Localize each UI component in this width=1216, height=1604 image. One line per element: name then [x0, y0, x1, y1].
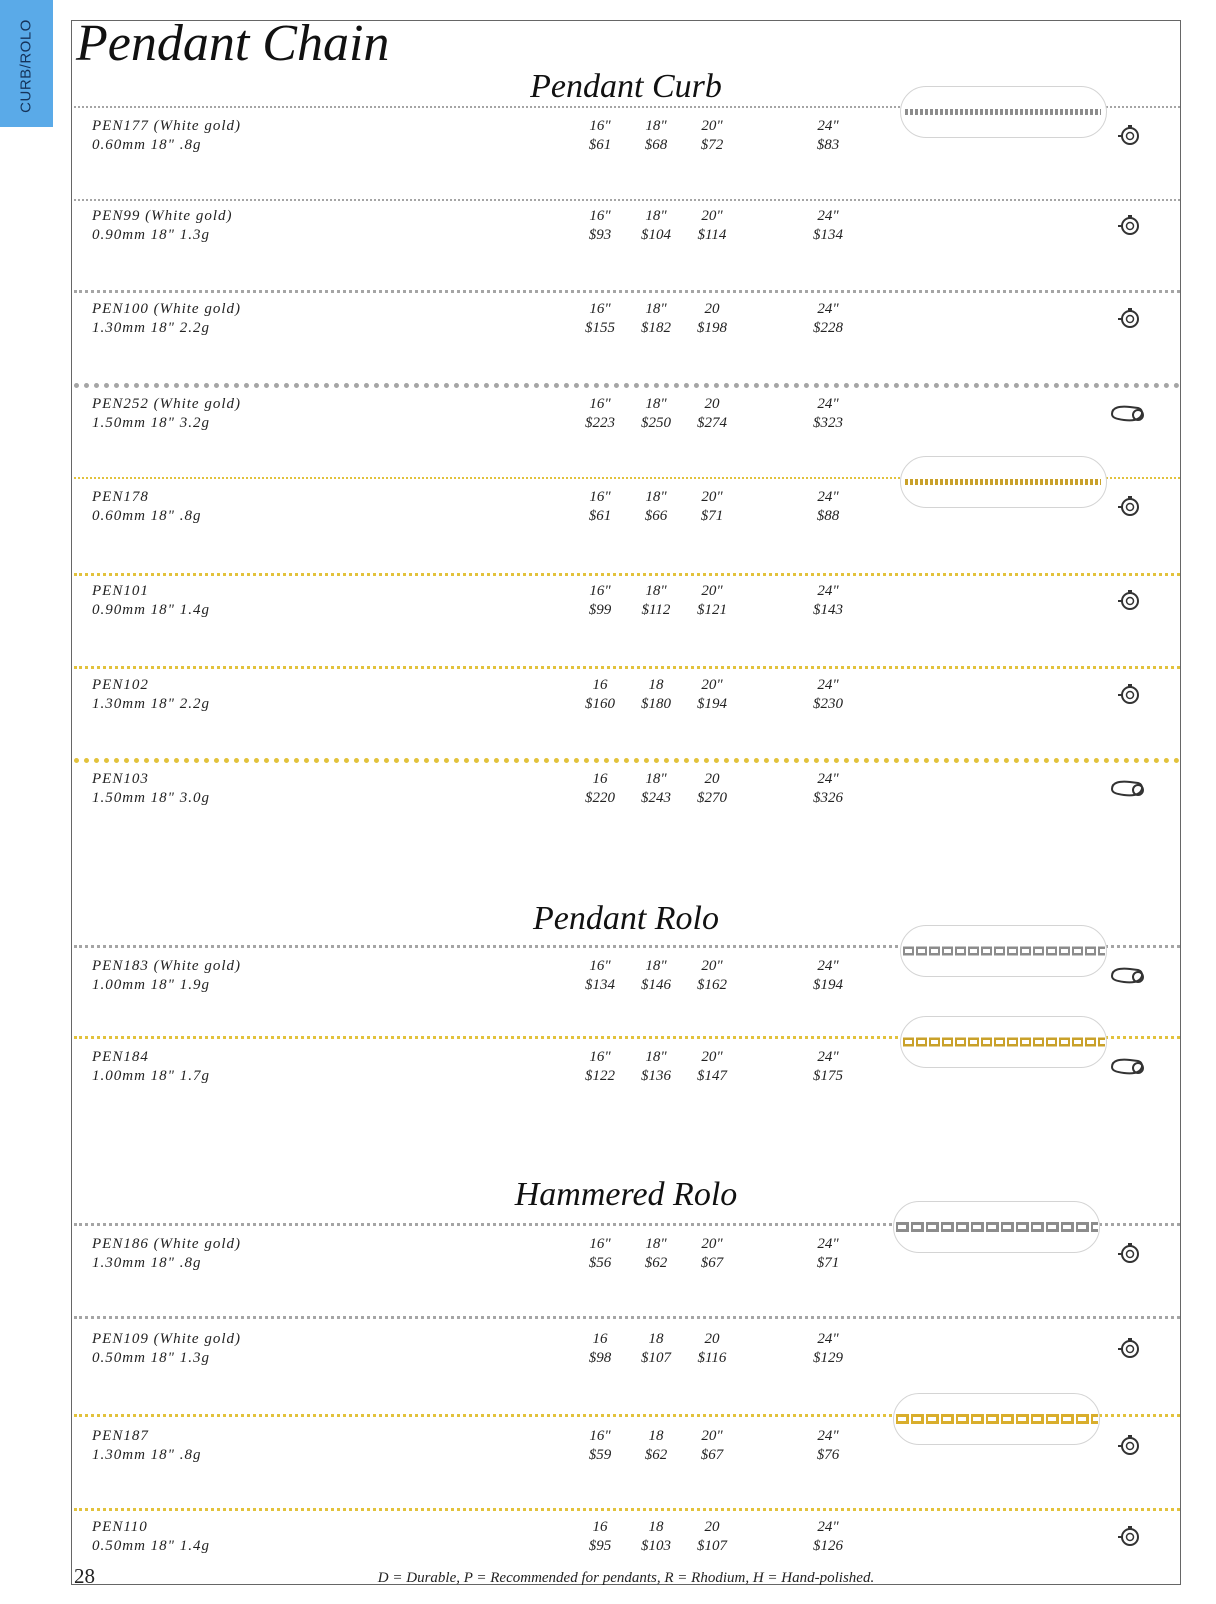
- price-24: $228: [813, 320, 843, 336]
- length-24: 24": [817, 583, 839, 599]
- spring-ring-clasp-icon: [1115, 1335, 1145, 1361]
- product-spec: 1.50mm 18" 3.0g: [92, 790, 210, 806]
- length-18: 18": [645, 958, 667, 974]
- product-row-pen177: [0, 118, 1216, 178]
- length-24: 24": [817, 301, 839, 317]
- price-24: $175: [813, 1068, 843, 1084]
- chain-sample-line: [74, 199, 1180, 201]
- product-spec: 1.30mm 18" 2.2g: [92, 320, 210, 336]
- product-row-pen102: [0, 677, 1216, 737]
- price-16: $223: [585, 415, 615, 431]
- length-16: 16: [592, 677, 608, 693]
- length-16: 16": [589, 118, 611, 134]
- length-16: 16": [589, 1428, 611, 1444]
- product-code: PEN186 (White gold): [92, 1236, 241, 1252]
- length-20: 20": [701, 118, 723, 134]
- length-24: 24": [817, 1519, 839, 1535]
- chain-sample-line: [74, 1508, 1180, 1511]
- price-16: $93: [588, 227, 612, 243]
- page-number: 28: [74, 1564, 95, 1588]
- product-row-pen183: [0, 958, 1216, 1018]
- length-16: 16": [589, 301, 611, 317]
- price-18: $182: [641, 320, 671, 336]
- product-code: PEN103: [92, 771, 149, 787]
- product-spec: 1.00mm 18" 1.7g: [92, 1068, 210, 1084]
- product-code: PEN178: [92, 489, 149, 505]
- chain-sample-line: [74, 290, 1180, 293]
- price-24: $143: [813, 602, 843, 618]
- length-16: 16": [589, 583, 611, 599]
- product-code: PEN184: [92, 1049, 149, 1065]
- price-24: $326: [813, 790, 843, 806]
- length-20: 20: [704, 301, 720, 317]
- spring-ring-clasp-icon: [1115, 1432, 1145, 1458]
- product-code: PEN101: [92, 583, 149, 599]
- price-16: $99: [588, 602, 612, 618]
- price-24: $71: [816, 1255, 840, 1271]
- price-18: $243: [641, 790, 671, 806]
- price-16: $134: [585, 977, 615, 993]
- price-24: $323: [813, 415, 843, 431]
- length-20: 20": [701, 208, 723, 224]
- length-18: 18": [645, 118, 667, 134]
- price-20: $270: [697, 790, 727, 806]
- price-24: $88: [816, 508, 840, 524]
- price-18: $104: [641, 227, 671, 243]
- price-20: $162: [697, 977, 727, 993]
- price-20: $147: [697, 1068, 727, 1084]
- price-20: $194: [697, 696, 727, 712]
- length-20: 20": [701, 677, 723, 693]
- spring-ring-clasp-icon: [1115, 587, 1145, 613]
- price-16: $59: [588, 1447, 612, 1463]
- length-24: 24": [817, 118, 839, 134]
- footnote: D = Durable, P = Recommended for pendants, R = Rhodium, H = Hand-polished.: [377, 1570, 875, 1586]
- length-20: 20": [701, 583, 723, 599]
- price-20: $71: [700, 508, 724, 524]
- length-18: 18": [645, 1049, 667, 1065]
- length-16: 16": [589, 208, 611, 224]
- length-16: 16": [589, 958, 611, 974]
- product-spec: 0.90mm 18" 1.3g: [92, 227, 210, 243]
- length-20: 20: [704, 771, 720, 787]
- product-row-pen109: [0, 1331, 1216, 1391]
- product-code: PEN183 (White gold): [92, 958, 241, 974]
- price-20: $116: [697, 1350, 727, 1366]
- price-18: $62: [644, 1447, 668, 1463]
- section-title-hammered-rolo: Hammered Rolo: [514, 1176, 738, 1213]
- price-24: $194: [813, 977, 843, 993]
- chain-sample-line: [74, 1316, 1180, 1319]
- section-title-pendant-rolo: Pendant Rolo: [532, 900, 720, 937]
- price-18: $136: [641, 1068, 671, 1084]
- price-16: $56: [588, 1255, 612, 1271]
- chain-sample-line: [74, 383, 1180, 388]
- spring-ring-clasp-icon: [1115, 1240, 1145, 1266]
- price-16: $98: [588, 1350, 612, 1366]
- price-18: $180: [641, 696, 671, 712]
- length-16: 16: [592, 771, 608, 787]
- product-code: PEN99 (White gold): [92, 208, 233, 224]
- product-spec: 1.00mm 18" 1.9g: [92, 977, 210, 993]
- length-18: 18: [648, 1331, 664, 1347]
- length-20: 20": [701, 1236, 723, 1252]
- price-18: $112: [641, 602, 671, 618]
- length-24: 24": [817, 958, 839, 974]
- product-spec: 0.60mm 18" .8g: [92, 137, 202, 153]
- length-18: 18": [645, 208, 667, 224]
- price-24: $83: [816, 137, 840, 153]
- product-row-pen252: [0, 396, 1216, 456]
- product-code: PEN100 (White gold): [92, 301, 241, 317]
- spring-ring-clasp-icon: [1115, 305, 1145, 331]
- product-row-pen184: [0, 1049, 1216, 1109]
- length-20: 20": [701, 1049, 723, 1065]
- price-16: $61: [588, 508, 612, 524]
- lobster-clasp-icon: [1108, 400, 1148, 426]
- product-code: PEN177 (White gold): [92, 118, 241, 134]
- price-16: $155: [585, 320, 615, 336]
- product-row-pen101: [0, 583, 1216, 643]
- price-20: $67: [700, 1255, 724, 1271]
- length-16: 16": [589, 1236, 611, 1252]
- spring-ring-clasp-icon: [1115, 493, 1145, 519]
- price-20: $274: [697, 415, 727, 431]
- product-spec: 0.90mm 18" 1.4g: [92, 602, 210, 618]
- price-16: $122: [585, 1068, 615, 1084]
- length-18: 18": [645, 301, 667, 317]
- price-20: $114: [697, 227, 727, 243]
- price-20: $72: [700, 137, 724, 153]
- product-row-pen178: [0, 489, 1216, 549]
- length-18: 18: [648, 1519, 664, 1535]
- length-16: 16": [589, 396, 611, 412]
- product-row-pen100: [0, 301, 1216, 361]
- price-18: $103: [641, 1538, 671, 1554]
- product-spec: 0.50mm 18" 1.3g: [92, 1350, 210, 1366]
- price-18: $250: [641, 415, 671, 431]
- price-18: $62: [644, 1255, 668, 1271]
- length-24: 24": [817, 208, 839, 224]
- product-spec: 1.30mm 18" .8g: [92, 1447, 202, 1463]
- length-18: 18": [645, 1236, 667, 1252]
- price-24: $76: [816, 1447, 840, 1463]
- price-24: $134: [813, 227, 843, 243]
- length-16: 16": [589, 489, 611, 505]
- lobster-clasp-icon: [1108, 962, 1148, 988]
- product-row-pen186: [0, 1236, 1216, 1296]
- lobster-clasp-icon: [1108, 775, 1148, 801]
- chain-sample-line: [74, 758, 1180, 763]
- length-18: 18": [645, 489, 667, 505]
- price-18: $68: [644, 137, 668, 153]
- length-20: 20: [704, 1519, 720, 1535]
- section-title-pendant-curb: Pendant Curb: [530, 68, 722, 105]
- length-16: 16: [592, 1519, 608, 1535]
- product-code: PEN102: [92, 677, 149, 693]
- length-18: 18": [645, 583, 667, 599]
- length-24: 24": [817, 1236, 839, 1252]
- side-tab: [0, 0, 53, 127]
- length-18: 18: [648, 677, 664, 693]
- side-tab-label: CURB/ROLO: [17, 19, 35, 113]
- product-spec: 0.50mm 18" 1.4g: [92, 1538, 210, 1554]
- spring-ring-clasp-icon: [1115, 212, 1145, 238]
- price-24: $126: [813, 1538, 843, 1554]
- length-24: 24": [817, 771, 839, 787]
- length-20: 20": [701, 1428, 723, 1444]
- length-24: 24": [817, 396, 839, 412]
- chain-sample-line: [74, 666, 1180, 669]
- length-24: 24": [817, 1331, 839, 1347]
- product-spec: 1.50mm 18" 3.2g: [92, 415, 210, 431]
- length-20: 20": [701, 489, 723, 505]
- spring-ring-clasp-icon: [1115, 681, 1145, 707]
- price-24: $129: [813, 1350, 843, 1366]
- price-16: $160: [585, 696, 615, 712]
- product-row-pen99: [0, 208, 1216, 268]
- length-20: 20": [701, 958, 723, 974]
- page-title: Pendant Chain: [76, 15, 390, 72]
- product-row-pen103: [0, 771, 1216, 831]
- product-spec: 1.30mm 18" .8g: [92, 1255, 202, 1271]
- length-20: 20: [704, 396, 720, 412]
- price-16: $220: [585, 790, 615, 806]
- length-20: 20: [704, 1331, 720, 1347]
- price-24: $230: [813, 696, 843, 712]
- product-code: PEN187: [92, 1428, 149, 1444]
- price-20: $121: [697, 602, 727, 618]
- spring-ring-clasp-icon: [1115, 1523, 1145, 1549]
- chain-sample-line: [74, 573, 1180, 576]
- product-spec: 1.30mm 18" 2.2g: [92, 696, 210, 712]
- price-16: $95: [588, 1538, 612, 1554]
- price-20: $198: [697, 320, 727, 336]
- product-spec: 0.60mm 18" .8g: [92, 508, 202, 524]
- lobster-clasp-icon: [1108, 1053, 1148, 1079]
- price-20: $107: [697, 1538, 727, 1554]
- price-16: $61: [588, 137, 612, 153]
- price-18: $66: [644, 508, 668, 524]
- product-code: PEN110: [92, 1519, 148, 1535]
- price-20: $67: [700, 1447, 724, 1463]
- product-code: PEN109 (White gold): [92, 1331, 241, 1347]
- length-24: 24": [817, 677, 839, 693]
- length-24: 24": [817, 1049, 839, 1065]
- product-code: PEN252 (White gold): [92, 396, 241, 412]
- price-18: $146: [641, 977, 671, 993]
- product-row-pen187: [0, 1428, 1216, 1488]
- price-18: $107: [641, 1350, 671, 1366]
- length-16: 16": [589, 1049, 611, 1065]
- length-24: 24": [817, 1428, 839, 1444]
- spring-ring-clasp-icon: [1115, 122, 1145, 148]
- length-18: 18": [645, 396, 667, 412]
- length-24: 24": [817, 489, 839, 505]
- length-16: 16: [592, 1331, 608, 1347]
- length-18: 18: [648, 1428, 664, 1444]
- length-18: 18": [645, 771, 667, 787]
